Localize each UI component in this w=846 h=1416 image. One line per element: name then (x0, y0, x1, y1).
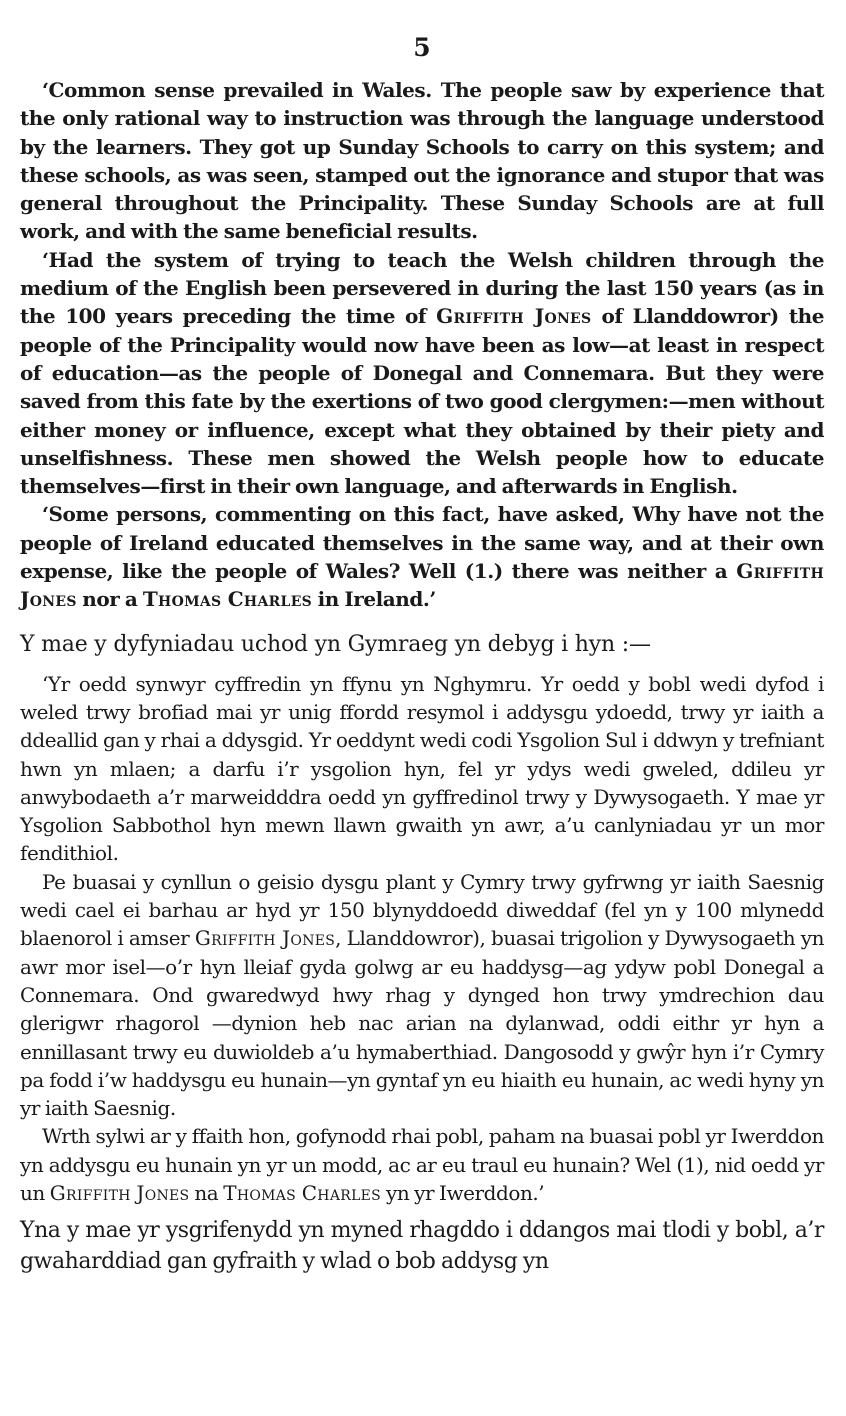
welsh-paragraph-1 (20, 670, 824, 868)
name-thomas-charles: Thomas Charles (223, 1180, 382, 1205)
english-paragraph-3-text-c: in Ireland.’ (312, 587, 436, 612)
english-paragraph-2 (20, 246, 824, 501)
section-heading: Y mae y dyfyniadau uchod yn Gymraeg yn debyg i hyn :— (20, 631, 651, 657)
welsh-paragraph-3 (20, 1122, 824, 1207)
welsh-paragraph-3-text-a: Wrth sylwi ar y ffaith hon, gofynodd rhai pobl, paham na buasai pobl yr Iwerddon yn addysgu eu hunain yn yr un modd, ac ar eu traul eu hunain? Wel (1), nid oedd yr un (20, 1124, 824, 1205)
name-griffith-jones: Griffith Jones (20, 559, 824, 612)
name-griffith-jones: Griffith Jones (49, 1180, 190, 1205)
page-number: 5 (413, 33, 431, 62)
welsh-paragraph-4-text: Yna y mae yr ysgrifenydd yn myned rhagddo i ddangos mai tlodi y bobl, a’r gwaharddiad gan gyfraith y wlad o bob addysg yn (20, 1218, 824, 1275)
english-paragraph-1-text: ‘Common sense prevailed in Wales. The people saw by experience that the only rational way to instruction was through the language understood by the learners. They got up Sunday Schools to carry on this system; and these schools, as was seen, stamped out the ignorance and stupor that was general throughout the Principality. These Sunday Schools are at full work, and with the same beneficial results. (20, 78, 824, 244)
english-paragraph-2-text-b: of Llanddowror) the people of the Principality would now have been as low—at least in respect of education—as the people of Donegal and Connemara. But they were saved from this fate by the exertions of two good clergymen:—men without either money or influence, except what they obtained by their piety and unselfishness. These men showed the Welsh people how to educate themselves—first in their own language, and afterwards in English. (20, 304, 824, 499)
welsh-paragraph-4 (20, 1215, 824, 1277)
name-griffith-jones: Griffith Jones (436, 304, 592, 329)
document-page (20, 28, 824, 1277)
english-paragraph-1 (20, 76, 824, 246)
name-griffith-jones: Griffith Jones (194, 926, 336, 951)
welsh-paragraph-3-text-c: yn yr Iwerddon.’ (381, 1180, 545, 1205)
welsh-paragraph-2-text-a: Pe buasai y cynllun o geisio dysgu plant y Cymry trwy gyfrwng yr iaith Saesnig wedi cael ei barhau ar hyd yr 150 blynyddoedd diweddaf (fel yn y 100 mlynedd blaenorol i amser (20, 869, 824, 951)
english-paragraph-3 (20, 500, 824, 613)
welsh-paragraph-3-text-b: na (189, 1180, 224, 1205)
english-paragraph-2-text-a: ‘Had the system of trying to teach the Welsh children through the medium of the English been persevered in during the last 150 years (as in the 100 years preceding the time of (20, 247, 824, 329)
welsh-paragraph-1-text: ‘Yr oedd synwyr cyffredin yn ffynu yn Nghymru. Yr oedd y bobl wedi dyfod i weled trwy brofiad mai yr unig ffordd resymol i addysgu ydoedd, trwy yr iaith a ddeallid gan y rhai a ddysgid. Yr oeddynt wedi codi Ysgolion Sul i ddwyn y trefniant hwn yn mlaen; a darfu i’r ysgolion hyn, fel yr ydys wedi gweled, ddileu yr anwybodaeth a’r marweidddra oedd yn gyffredinol trwy y Dywysogaeth. Y mae yr Ysgolion Sabbothol hyn mewn llawn gwaith yn awr, a’u canlyniadau yr un mor fendithiol. (20, 671, 824, 866)
name-thomas-charles: Thomas Charles (142, 587, 313, 612)
english-paragraph-3-text-a: ‘Some persons, commenting on this fact, have asked, Why have not the people of Ireland educated themselves in the same way, and at their own expense, like the people of Wales? Well (1.) there was neither a (20, 502, 824, 584)
english-paragraph-3-text-b: nor a (76, 587, 143, 612)
welsh-paragraph-2-text-b: , Llanddowror), buasai trigolion y Dywysogaeth yn awr mor isel—o’r hyn lleiaf gyda golwg ar eu haddysg—ag ydyw pobl Donegal a Connemara. Ond gwaredwyd hwy rhag y dynged hon trwy ymdrechion dau glerigwr rhagorol —dynion heb nac arian na dylanwad, oddi eithr yr hyn a ennillasant trwy eu duwioldeb a’u hymaberthiad. Dangosodd y gwŷr hyn i’r Cymry pa fodd i’w haddysgu eu hunain—yn gyntaf yn eu hiaith eu hunain, ac wedi hyny yn yr iaith Saesnig. (20, 926, 824, 1121)
welsh-paragraph-2 (20, 868, 824, 1123)
